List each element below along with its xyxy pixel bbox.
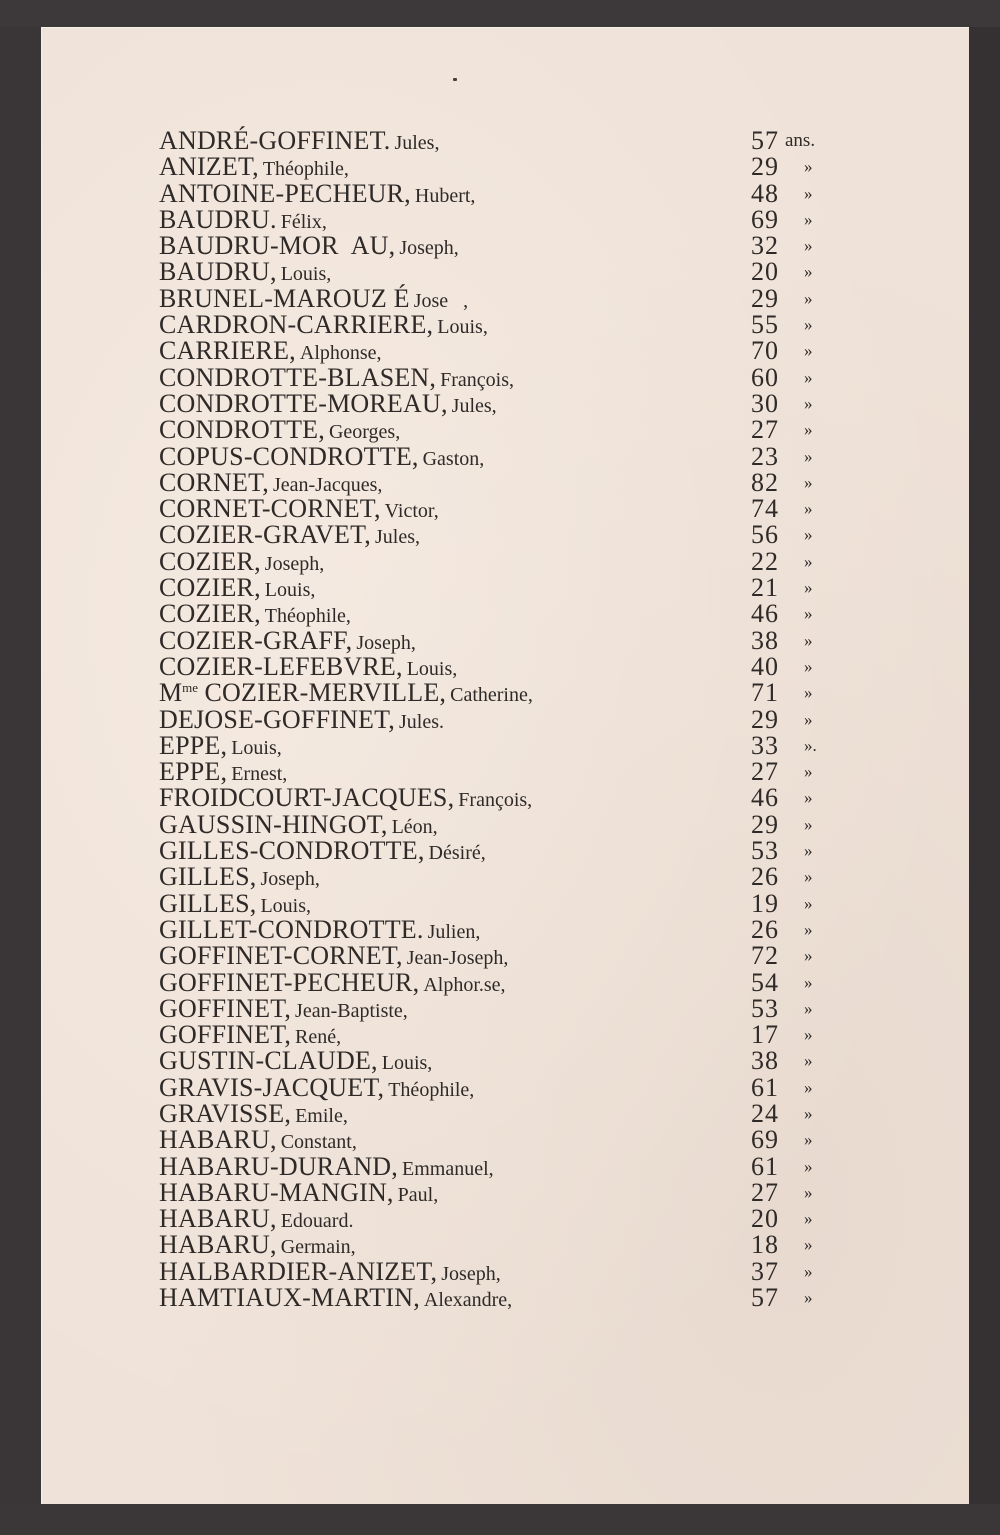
entry-age: 60 <box>751 362 779 392</box>
entry-surname: COZIER-LEFEBVRE, <box>159 651 403 681</box>
entry-given-name: Paul, <box>397 1183 439 1206</box>
entry-age-unit: » <box>804 1051 813 1071</box>
list-item <box>159 1285 859 1311</box>
entry-given-name: Jules, <box>375 526 420 549</box>
entry-age: 30 <box>751 388 779 418</box>
entry-age-unit: » <box>804 472 813 492</box>
entry-age-unit: » <box>804 998 813 1018</box>
entry-age-unit: » <box>804 157 813 177</box>
list-item <box>159 283 859 313</box>
entry-age-unit: » <box>804 709 813 729</box>
entry-surname: ANTOINE-PECHEUR, <box>159 178 411 208</box>
entry-age: 20 <box>751 1204 779 1234</box>
entry-surname: HABARU-MANGIN, <box>159 1177 394 1207</box>
list-item <box>159 467 859 497</box>
list-item <box>159 864 859 890</box>
entry-age: 46 <box>751 783 779 813</box>
list-item <box>159 785 859 811</box>
list-item <box>159 704 859 734</box>
entry-age: 53 <box>751 836 779 866</box>
entry-surname: CONDROTTE-BLASEN, <box>159 362 437 392</box>
entry-age: 26 <box>751 862 779 892</box>
entry-given-name: Edouard. <box>280 1210 354 1233</box>
list-item <box>159 888 859 918</box>
entry-surname: FROIDCOURT-JACQUES, <box>159 783 455 813</box>
entry-given-name: Victor, <box>384 500 439 523</box>
entry-age: 57 <box>751 126 779 155</box>
entry-age-unit: » <box>804 683 813 703</box>
list-item <box>159 1177 859 1207</box>
list-item <box>159 943 859 969</box>
list-item <box>159 809 859 839</box>
list-item <box>159 1072 859 1102</box>
list-item <box>159 362 859 392</box>
entry-surname: GOFFINET, <box>159 993 292 1023</box>
entry-surname: COPUS-CONDROTTE, <box>159 441 419 471</box>
entry-age: 32 <box>751 231 779 261</box>
entry-given-name: Jean-Jacques, <box>272 473 383 496</box>
list-item <box>159 441 859 471</box>
frame-left-border <box>0 27 41 1504</box>
entry-age: 27 <box>751 757 779 787</box>
entry-surname: COZIER-GRAFF, <box>159 625 353 655</box>
entry-name <box>159 1285 512 1315</box>
list-item <box>159 967 859 997</box>
entry-given-name: Théophile, <box>388 1078 475 1101</box>
entry-given-name: Louis, <box>264 579 316 602</box>
list-item <box>159 1048 859 1074</box>
entry-given-name: Jean-Baptiste, <box>295 999 408 1022</box>
entry-surname: HAMTIAUX-MARTIN, <box>159 1283 420 1313</box>
list-item <box>159 1098 859 1128</box>
entry-age: 40 <box>751 651 779 681</box>
entry-age: 38 <box>751 625 779 655</box>
entry-given-name: Louis, <box>437 316 488 339</box>
entry-given-name: Jules. <box>399 710 444 733</box>
entry-surname: BAUDRU. <box>159 204 277 234</box>
entry-given-name: Germain, <box>280 1236 356 1259</box>
entry-age-unit: » <box>804 1235 813 1255</box>
entry-surname: GOFFINET-PECHEUR, <box>159 967 420 997</box>
entry-surname: ANIZET, <box>159 152 259 182</box>
entry-age: 74 <box>751 494 779 524</box>
list-item <box>159 1151 859 1181</box>
entry-surname: BAUDRU, <box>159 257 277 287</box>
entry-given-name: Julien, <box>427 920 481 943</box>
entry-age: 27 <box>751 415 779 445</box>
entry-age-unit: » <box>804 893 813 913</box>
entry-given-name: René, <box>295 1026 342 1049</box>
list-item <box>159 1022 859 1048</box>
entry-age-unit: » <box>804 578 813 598</box>
entry-surname: GILLET-CONDROTTE. <box>159 914 424 944</box>
entry-prefix: $M^{me}$ <box>159 678 199 708</box>
entry-age-unit: » <box>804 1261 813 1281</box>
entry-given-name: Alphor.se, <box>423 973 506 996</box>
list-item <box>159 128 859 154</box>
entry-age: 37 <box>751 1256 779 1286</box>
entry-given-name: Louis, <box>231 736 282 759</box>
entry-surname: COZIER-MERVILLE, <box>204 678 447 708</box>
list-item <box>159 759 859 785</box>
entry-surname: EPPE, <box>159 730 228 760</box>
list-item <box>159 204 859 234</box>
entry-age-unit: » <box>804 867 813 887</box>
entry-age: 17 <box>751 1020 779 1050</box>
entry-age: 82 <box>751 467 779 497</box>
entry-surname: GILLES-CONDROTTE, <box>159 836 425 866</box>
entry-given-name: Théophile, <box>262 158 349 181</box>
entry-given-name: Désiré, <box>428 842 486 865</box>
entry-given-name: Emile, <box>295 1104 348 1127</box>
entry-age: 29 <box>751 152 779 182</box>
entry-age-unit: » <box>804 788 813 808</box>
list-item <box>159 178 859 208</box>
entry-given-name: Alexandre, <box>423 1289 513 1312</box>
list-item <box>159 233 859 259</box>
entry-given-name: Jules, <box>451 394 497 417</box>
entry-age: 18 <box>751 1230 779 1260</box>
list-item <box>159 680 859 706</box>
entry-age-unit: » <box>804 183 813 203</box>
entry-surname: HABARU-DURAND, <box>159 1151 398 1181</box>
entry-surname: COZIER, <box>159 546 261 576</box>
entry-surname: CONDROTTE-MOREAU, <box>159 388 448 418</box>
list-item <box>159 1232 859 1258</box>
entry-age-unit: » <box>804 288 813 308</box>
entry-surname: GOFFINET, <box>159 1020 292 1050</box>
entry-surname: HABARU, <box>159 1125 277 1155</box>
entry-age-unit: » <box>804 525 813 545</box>
frame-bottom-border <box>0 1504 1000 1535</box>
entry-age-unit: » <box>804 656 813 676</box>
entry-given-name: Joseph, <box>264 552 325 575</box>
entry-given-name: Gaston, <box>422 447 485 470</box>
entry-age-unit: » <box>804 1288 813 1308</box>
entry-surname: GOFFINET-CORNET, <box>159 941 403 971</box>
entry-age-unit: ». <box>804 735 817 755</box>
entry-age: 26 <box>751 914 779 944</box>
entry-age-unit: » <box>804 1182 813 1202</box>
entry-given-name: Joseph, <box>399 237 459 260</box>
entry-surname: HABARU, <box>159 1230 277 1260</box>
entry-age-unit: » <box>804 841 813 861</box>
entry-surname: BRUNEL-MAROUZ É <box>159 283 410 313</box>
list-item <box>159 496 859 522</box>
entry-surname: DEJOSE-GOFFINET, <box>159 704 395 734</box>
list-item <box>159 338 859 364</box>
entry-given-name: Léon, <box>391 815 438 838</box>
entry-age: 54 <box>751 967 779 997</box>
entry-surname: ANDRÉ-GOFFINET. <box>159 126 391 155</box>
entry-age-unit: » <box>804 420 813 440</box>
list-item <box>159 575 859 601</box>
entry-surname: GILLES, <box>159 862 257 892</box>
frame-top-border <box>0 0 1000 27</box>
entry-age-unit: » <box>804 315 813 335</box>
entry-age-unit: ans. <box>785 130 816 151</box>
entry-age: 23 <box>751 441 779 471</box>
entry-surname: GRAVISSE, <box>159 1098 292 1128</box>
list-item <box>159 259 859 285</box>
entry-age: 53 <box>751 993 779 1023</box>
entry-age-unit: » <box>804 1130 813 1150</box>
entry-age: 56 <box>751 520 779 550</box>
entry-age: 33 <box>751 730 779 760</box>
entry-age: 61 <box>751 1151 779 1181</box>
entry-surname: GILLES, <box>159 888 257 918</box>
entry-given-name: Louis, <box>406 657 458 680</box>
entry-given-name: Emmanuel, <box>401 1157 494 1180</box>
entry-age-unit: » <box>804 1103 813 1123</box>
entry-given-name: Ernest, <box>231 763 288 786</box>
entry-age-unit: » <box>804 499 813 519</box>
entry-age-unit: » <box>804 236 813 256</box>
entry-age: 27 <box>751 1177 779 1207</box>
entry-given-name: Joseph, <box>260 868 320 891</box>
entry-surname: COZIER, <box>159 573 261 603</box>
entry-given-name: Catherine, <box>450 684 533 707</box>
entry-age-unit: » <box>804 1156 813 1176</box>
entry-age: 71 <box>751 678 779 708</box>
entry-age: 46 <box>751 599 779 629</box>
entry-age-unit: » <box>804 367 813 387</box>
entry-age: 55 <box>751 310 779 340</box>
entry-age: 69 <box>751 1125 779 1155</box>
entry-surname: CORNET-CORNET, <box>159 494 381 524</box>
entry-age-unit: » <box>804 972 813 992</box>
entry-given-name: François, <box>440 368 515 391</box>
entry-age-unit: » <box>804 814 813 834</box>
paper-speck <box>453 78 457 81</box>
entry-given-name: Félix, <box>280 210 327 233</box>
entry-given-name: Louis, <box>280 263 332 286</box>
entry-given-name: Alphonse, <box>299 342 382 365</box>
entry-age: 29 <box>751 704 779 734</box>
entry-given-name: Louis, <box>260 894 312 917</box>
entry-age: 48 <box>751 178 779 208</box>
entry-age-unit: » <box>804 1209 813 1229</box>
list-item <box>159 154 859 180</box>
entry-age-unit: » <box>804 919 813 939</box>
entry-age-unit: » <box>804 446 813 466</box>
entry-given-name: Joseph, <box>441 1262 501 1285</box>
entry-surname: GRAVIS-JACQUET, <box>159 1072 385 1102</box>
list-item <box>159 914 859 944</box>
entry-age: 24 <box>751 1098 779 1128</box>
list-item <box>159 388 859 418</box>
frame-right-border <box>969 27 1000 1504</box>
entry-surname: HALBARDIER-ANIZET, <box>159 1256 438 1286</box>
entry-surname: GAUSSIN-HINGOT, <box>159 809 388 839</box>
entry-age-unit: » <box>804 946 813 966</box>
entry-age-unit: » <box>804 209 813 229</box>
entry-age: 19 <box>751 888 779 918</box>
entry-surname: CARRIERE, <box>159 336 296 366</box>
victims-list <box>159 128 859 1311</box>
list-item <box>159 601 859 627</box>
entry-given-name: Jules, <box>394 132 440 154</box>
entry-age: 57 <box>751 1283 779 1313</box>
list-item <box>159 1206 859 1232</box>
entry-age-unit: » <box>804 551 813 571</box>
entry-surname: EPPE, <box>159 757 228 787</box>
entry-given-name: Joseph, <box>356 631 416 654</box>
entry-age: 72 <box>751 941 779 971</box>
entry-age: 29 <box>751 283 779 313</box>
entry-age-unit: » <box>804 1077 813 1097</box>
entry-age: 21 <box>751 573 779 603</box>
entry-age: 69 <box>751 204 779 234</box>
entry-given-name: Louis, <box>381 1052 433 1075</box>
entry-age-unit: » <box>804 393 813 413</box>
list-item <box>159 522 859 548</box>
entry-age: 29 <box>751 809 779 839</box>
entry-age: 61 <box>751 1072 779 1102</box>
entry-given-name: Jean-Joseph, <box>406 947 509 970</box>
entry-age-unit: » <box>804 762 813 782</box>
entry-surname: CARDRON-CARRIERE, <box>159 310 434 340</box>
entry-given-name: Georges, <box>328 421 401 444</box>
list-item <box>159 651 859 681</box>
list-item <box>159 730 859 760</box>
entry-given-name: Jose , <box>413 289 469 312</box>
entry-surname: GUSTIN-CLAUDE, <box>159 1046 378 1076</box>
entry-given-name: Constant, <box>280 1131 357 1154</box>
entry-age: 22 <box>751 546 779 576</box>
entry-age: 38 <box>751 1046 779 1076</box>
entry-given-name: Théophile, <box>264 605 351 628</box>
entry-age-unit: » <box>804 341 813 361</box>
entry-age-unit: » <box>804 262 813 282</box>
list-item <box>159 993 859 1023</box>
entry-age: 20 <box>751 257 779 287</box>
entry-surname: BAUDRU-MOR AU, <box>159 231 396 261</box>
entry-age: 70 <box>751 336 779 366</box>
entry-age-unit: » <box>804 630 813 650</box>
entry-given-name: Hubert, <box>414 184 476 207</box>
entry-surname: CORNET, <box>159 467 269 497</box>
entry-surname: HABARU, <box>159 1204 277 1234</box>
list-item <box>159 838 859 864</box>
list-item <box>159 417 859 443</box>
entry-surname: CONDROTTE, <box>159 415 325 445</box>
list-item <box>159 1127 859 1153</box>
entry-age-unit: » <box>804 604 813 624</box>
entry-age-unit: » <box>804 1025 813 1045</box>
list-item <box>159 1256 859 1286</box>
entry-surname: COZIER-GRAVET, <box>159 520 371 550</box>
list-item <box>159 625 859 655</box>
list-item <box>159 546 859 576</box>
entry-surname: COZIER, <box>159 599 261 629</box>
list-item <box>159 312 859 338</box>
entry-given-name: François, <box>458 789 533 812</box>
